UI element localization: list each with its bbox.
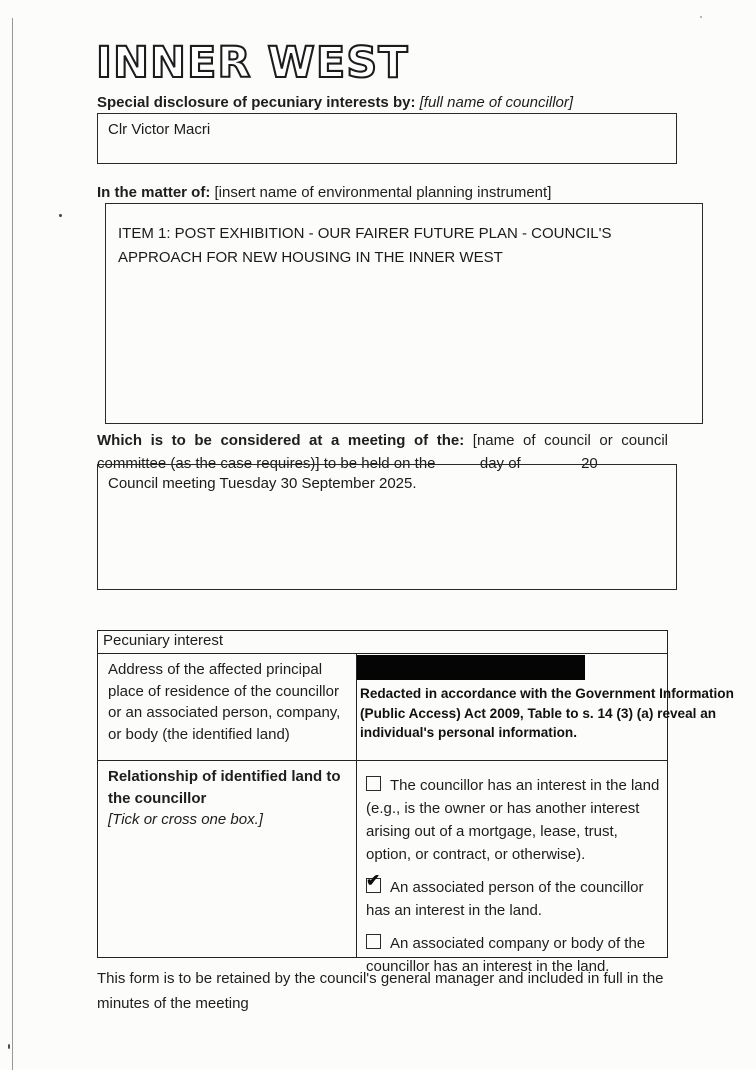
matter-value-line1: ITEM 1: POST EXHIBITION - OUR FAIRER FUTURE PLAN - COUNCIL'S [118,225,612,242]
matter-field[interactable] [105,203,703,424]
address-label: Address of the affected principal place of residence of the councillor or an associated person, company, or body (the identified land) [108,661,341,743]
relationship-row [98,761,667,975]
option-associated-person [366,871,661,922]
checkbox-unchecked-icon[interactable] [366,776,381,791]
meeting-label-year: 20 [581,455,598,472]
inner-west-logo: INNER WEST [96,38,409,88]
address-label-cell [98,654,357,760]
meeting-label-line1 [97,429,668,452]
address-row [98,654,734,761]
matter-label-hint: [insert name of environmental planning instrument] [214,184,552,201]
option-text: The councillor has an interest in the land (e.g., is the owner or has another interest arising out of a mortgage, lease, trust, option, or contract, or otherwise). [366,777,660,863]
matter-label-bold: In the matter of: [97,184,211,201]
meeting-field[interactable] [97,464,677,590]
meeting-value: Council meeting Tuesday 30 September 2025. [108,475,417,492]
option-councillor-interest [366,774,661,866]
table-header: Pecuniary interest [98,631,667,654]
councillor-name-field[interactable] [97,113,677,164]
matter-label [97,183,672,203]
disclosure-label [97,93,672,113]
relationship-label: Relationship of identified land to the councillor [108,768,341,807]
retention-note: This form is to be retained by the council's general manager and included in full in the minutes of the meeting [97,970,664,1012]
relationship-options-cell [357,761,667,975]
redaction-bar [357,655,585,680]
scan-artifact-speck [59,214,62,217]
pecuniary-interest-table [97,630,734,975]
meeting-label-line2-start: committee (as the case requires)] to be held on the [97,455,436,472]
scan-artifact-speck [8,1044,10,1049]
address-value-cell [357,654,734,760]
matter-value-line2: APPROACH FOR NEW HOUSING IN THE INNER WEST [118,249,503,266]
meeting-label-hint: [name of council or council [472,432,668,449]
redaction-note: Redacted in accordance with the Government Information (Public Access) Act 2009, Table to s. 14 (3) (a) reveal an individual's personal information. [360,686,734,740]
relationship-label-cell [98,761,357,957]
check-mark-icon: ✔ [366,871,381,890]
disclosure-label-hint: [full name of councillor] [419,94,574,111]
option-text: An associated company or body of the councillor has an interest in the land. [366,935,646,975]
meeting-label-dayof: day of [479,455,521,472]
relationship-label-hint: [Tick or cross one box.] [108,811,263,828]
scan-artifact-line [12,18,13,1070]
option-text: An associated person of the councillor has an interest in the land. [366,879,644,919]
disclosure-label-bold: Special disclosure of pecuniary interests by: [97,94,416,111]
scan-artifact-speck [700,16,702,18]
checkbox-checked-icon[interactable] [366,871,381,893]
councillor-name-value: Clr Victor Macri [108,121,211,138]
meeting-label-bold: Which is to be considered at a meeting of the: [97,432,465,449]
checkbox-unchecked-icon[interactable] [366,934,381,949]
